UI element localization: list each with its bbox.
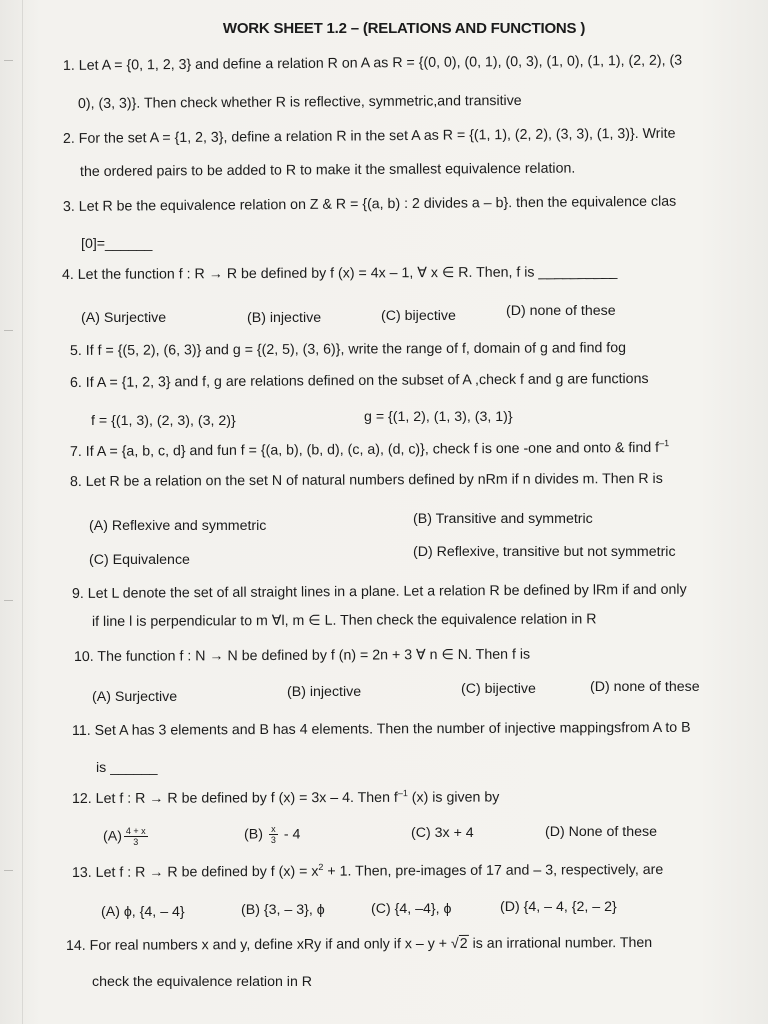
question-9-line-2: if line l is perpendicular to m ∀l, m ∈ L. Then check the equivalence relation in R xyxy=(91,611,597,630)
fraction-numerator: x xyxy=(271,824,276,834)
question-8-option-d: (D) Reflexive, transitive but not symmetric xyxy=(413,544,676,560)
question-12-option-c: (C) 3x + 4 xyxy=(411,825,474,841)
question-13-line-1 xyxy=(72,861,663,882)
question-6-f-definition: f = {(1, 3), (2, 3), (3, 2)} xyxy=(91,413,236,429)
fraction-numerator: 4 + x xyxy=(125,826,146,836)
question-10-option-c: (C) bijective xyxy=(461,681,536,697)
question-2-line-2: the ordered pairs to be added to R to make it the smallest equivalence relation. xyxy=(79,160,576,180)
question-2-line-1: 2. For the set A = {1, 2, 3}, define a relation R in the set A as R = {(1, 1), (2, 2), (3, 3), (1, 3)}. Write xyxy=(62,125,676,147)
question-10-option-a: (A) Surjective xyxy=(92,689,178,705)
question-11-line-2: is ______ xyxy=(96,760,158,776)
question-13-option-d: (D) {4, – 4, {2, – 2} xyxy=(500,899,617,915)
question-14-text: 14. For real numbers x and y, define xRy if and only if x – y + xyxy=(65,936,448,954)
question-12-option-b xyxy=(244,824,300,845)
question-12-option-a xyxy=(103,826,150,847)
question-9-line-1: 9. Let L denote the set of all straight lines in a plane. Let a relation R be defined by lRm if and only xyxy=(71,581,687,602)
question-10-option-d: (D) none of these xyxy=(590,679,700,695)
question-13-option-b: (B) {3, – 3}, ϕ xyxy=(241,902,325,918)
question-12-option-b-rest: - 4 xyxy=(283,826,301,843)
question-12-text-end: (x) is given by xyxy=(407,789,500,806)
margin-tick xyxy=(4,870,13,871)
question-7-text: 7. If A = {a, b, c, d} and fun f = {(a, b), (b, d), (c, a), (d, c)}, check f is one -one and onto & find f xyxy=(69,439,660,460)
page-title: WORK SHEET 1.2 – (RELATIONS AND FUNCTIONS ) xyxy=(222,20,586,37)
question-4-option-d: (D) none of these xyxy=(506,303,616,319)
question-8-line-1: 8. Let R be a relation on the set N of natural numbers defined by nRm if n divides m. Then R is xyxy=(69,470,663,490)
question-14-line-2: check the equivalence relation in R xyxy=(92,974,313,990)
question-7-superscript: –1 xyxy=(659,438,670,449)
question-12-line-1 xyxy=(72,789,499,808)
square-root-expression: √2 xyxy=(450,935,468,952)
question-4-option-a: (A) Surjective xyxy=(81,310,167,326)
question-12-superscript: –1 xyxy=(397,788,408,799)
question-14-text-end: is an irrational number. Then xyxy=(472,934,653,952)
fraction-denominator: 3 xyxy=(270,835,276,845)
question-1-line-2: 0), (3, 3)}. Then check whether R is reflective, symmetric,and transitive xyxy=(77,92,522,112)
question-12-option-b-fraction xyxy=(269,824,278,845)
question-5-line-1: 5. If f = {(5, 2), (6, 3)} and g = {(2, 5), (3, 6)}, write the range of f, domain of g and find fog xyxy=(69,340,627,359)
question-13-option-a: (A) ϕ, {4, – 4} xyxy=(101,904,185,920)
question-8-option-c: (C) Equivalence xyxy=(89,552,190,568)
question-10-line-1: 10. The function f : N → N be defined by f (n) = 2n + 3 ∀ n ∈ N. Then f is xyxy=(73,646,531,665)
question-12-option-d: (D) None of these xyxy=(545,824,657,840)
question-13-text: 13. Let f : R → R be defined by f (x) = x xyxy=(71,863,319,881)
question-12-option-a-fraction xyxy=(124,826,148,847)
question-4-option-c: (C) bijective xyxy=(381,308,456,324)
question-6-line-1: 6. If A = {1, 2, 3} and f, g are relations defined on the subset of A ,check f and g are functions xyxy=(69,370,649,391)
question-4-option-b: (B) injective xyxy=(247,310,322,326)
question-13-text-end: + 1. Then, pre-images of 17 and – 3, respectively, are xyxy=(323,861,664,880)
question-13-option-c: (C) {4, –4}, ϕ xyxy=(371,901,452,917)
question-12-text: 12. Let f : R → R be defined by f (x) = 3x – 4. Then f xyxy=(71,789,398,807)
margin-tick xyxy=(4,60,13,61)
square-root-radicand: 2 xyxy=(459,935,468,952)
question-3-line-2: [0]=______ xyxy=(81,236,153,252)
question-3-line-1: 3. Let R be the equivalence relation on Z & R = {(a, b) : 2 divides a – b}. then the equivalence clas xyxy=(62,193,677,215)
question-4-line-1: 4. Let the function f : R → R be defined by f (x) = 4x – 1, ∀ x ∈ R. Then, f is __________ xyxy=(61,264,618,283)
question-10-option-b: (B) injective xyxy=(287,684,362,700)
question-14-line-1 xyxy=(66,934,652,955)
margin-line xyxy=(22,0,23,1024)
margin-tick xyxy=(4,600,13,601)
question-1-line-1: 1. Let A = {0, 1, 2, 3} and define a relation R on A as R = {(0, 0), (0, 1), (0, 3), (1, 0), (1, 1), (2, 2), (3 xyxy=(62,52,683,74)
question-7-line-1 xyxy=(70,439,669,461)
fraction-denominator: 3 xyxy=(133,837,139,847)
question-13-superscript: 2 xyxy=(318,861,324,872)
margin-tick xyxy=(4,330,13,331)
question-8-option-a: (A) Reflexive and symmetric xyxy=(89,518,267,534)
question-6-g-definition: g = {(1, 2), (1, 3), (3, 1)} xyxy=(364,409,513,425)
question-8-option-b: (B) Transitive and symmetric xyxy=(413,511,593,527)
question-11-line-1: 11. Set A has 3 elements and B has 4 elements. Then the number of injective mappingsfrom A to B xyxy=(71,719,691,739)
question-12-option-a-label: (A) xyxy=(103,828,122,845)
question-12-option-b-label: (B) xyxy=(244,826,263,843)
